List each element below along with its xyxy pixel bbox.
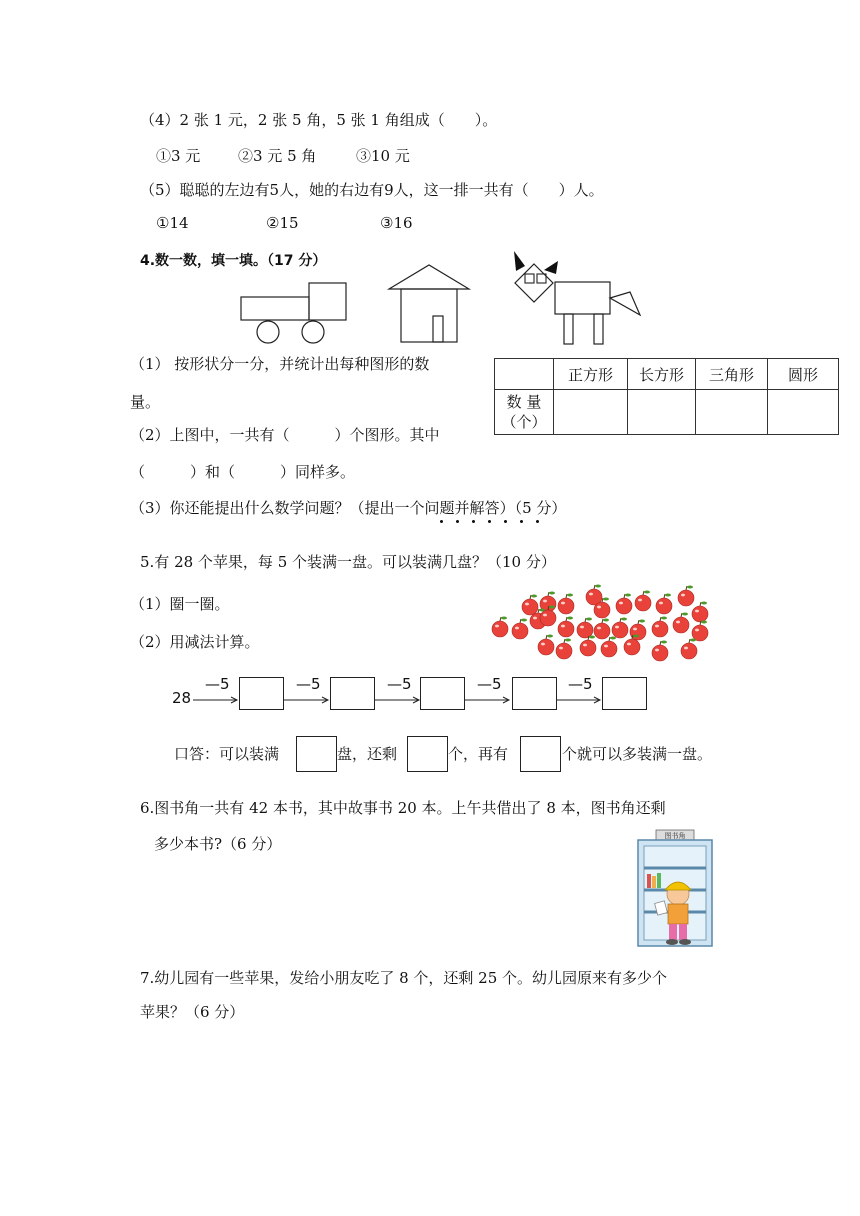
chain-start-number: 28: [172, 689, 192, 707]
apple-icon: [512, 619, 528, 640]
header-rectangle: 长方形: [628, 359, 696, 390]
apple-icon: [656, 594, 672, 615]
q5-option-a[interactable]: ①14: [156, 214, 189, 232]
oral-answer-part4: 个就可以多装满一盘。: [562, 745, 713, 763]
oral-answer-box-remaining[interactable]: [407, 736, 448, 772]
question-5-title: 5.有 28 个苹果，每 5 个装满一盘。可以装满几盘？（10 分）: [140, 553, 556, 571]
oral-answer-box-needed[interactable]: [520, 736, 561, 772]
apple-icon: [692, 621, 708, 642]
apple-icon: [594, 619, 610, 640]
q5-option-c[interactable]: ③16: [380, 214, 413, 232]
q5-part2: （2）用减法计算。: [130, 633, 260, 651]
q5-option-b[interactable]: ②15: [266, 214, 299, 232]
question-7-line2: 苹果？（6 分）: [140, 1003, 245, 1021]
arrow-2: [284, 696, 330, 704]
shape-count-table: [494, 358, 839, 435]
animal-shape-figure: [512, 250, 642, 346]
header-square: 正方形: [554, 359, 628, 390]
answer-box-2[interactable]: [330, 677, 375, 710]
apple-icon: [580, 636, 596, 657]
oral-answer-box-plates[interactable]: [296, 736, 337, 772]
q4-multiple-choice-text: （4）2 张 1 元，2 张 5 角，5 张 1 角组成（ ）。: [140, 111, 498, 129]
q4-part2-line1: （2）上图中，一共有（ ）个图形。其中: [130, 426, 440, 444]
apple-icon: [556, 639, 572, 660]
q4-part3-emphasis: 一个问题并解答: [394, 499, 500, 517]
house-shape-figure: [386, 264, 472, 344]
q5-part1: （1）圈一圈。: [130, 595, 230, 613]
apple-icon: [577, 618, 593, 639]
row-label-quantity: [495, 390, 554, 435]
step-label-1: —5: [205, 675, 230, 693]
q4-part2-line2: （ ）和（ ）同样多。: [130, 463, 356, 481]
step-label-3: —5: [387, 675, 412, 693]
apple-icon: [586, 585, 602, 606]
row-label-line2: （个）: [501, 413, 547, 431]
q4-part1-line2: 量。: [130, 393, 161, 411]
oral-answer-part1: 口答：可以装满: [174, 745, 280, 763]
q4-part3: [130, 498, 566, 518]
truck-shape-figure: [238, 282, 350, 346]
apple-icon: [652, 641, 668, 662]
apple-icon: [692, 602, 708, 623]
question-6-line2: 多少本书?（6 分）: [154, 835, 282, 853]
apple-icon: [522, 595, 538, 616]
cell-triangle-count[interactable]: [696, 390, 768, 435]
apple-cluster-image: [490, 585, 720, 665]
question-4-title: 4.数一数，填一填。（17 分）: [140, 253, 327, 269]
q4-option-c[interactable]: ③10 元: [356, 147, 410, 165]
apple-icon: [538, 635, 554, 656]
answer-box-5[interactable]: [602, 677, 647, 710]
arrow-3: [375, 696, 421, 704]
table-corner-cell: [495, 359, 554, 390]
bookshelf-child-illustration: [634, 828, 714, 950]
oral-answer-part2: 盘，还剩: [337, 745, 398, 763]
q4-option-a[interactable]: ①3 元: [156, 147, 201, 165]
step-label-5: —5: [568, 675, 593, 693]
oral-answer-part3: 个，再有: [448, 745, 509, 763]
q5-multiple-choice-text: （5）聪聪的左边有5人，她的右边有9人，这一排一共有（ ）人。: [140, 181, 604, 199]
arrow-5: [556, 696, 602, 704]
q4-part3-after: ）（5 分）: [499, 499, 567, 517]
apple-icon: [635, 591, 651, 612]
answer-box-4[interactable]: [512, 677, 557, 710]
header-triangle: 三角形: [696, 359, 768, 390]
q4-part1-line1: （1） 按形状分一分，并统计出每种图形的数: [130, 355, 430, 373]
apple-icon: [558, 617, 574, 638]
question-6-line1: 6.图书角一共有 42 本书，其中故事书 20 本。上午共借出了 8 本，图书角还剩: [140, 799, 666, 817]
apple-icon: [616, 594, 632, 615]
answer-box-1[interactable]: [239, 677, 284, 710]
header-circle: 圆形: [768, 359, 839, 390]
apple-icon: [612, 618, 628, 639]
apple-icon: [681, 639, 697, 660]
apple-icon: [673, 613, 689, 634]
step-label-4: —5: [477, 675, 502, 693]
answer-box-3[interactable]: [420, 677, 465, 710]
arrow-4: [465, 696, 511, 704]
arrow-1: [193, 696, 239, 704]
cell-rectangle-count[interactable]: [628, 390, 696, 435]
apple-icon: [678, 586, 694, 607]
question-7-line1: 7.幼儿园有一些苹果，发给小朋友吃了 8 个，还剩 25 个。幼儿园原来有多少个: [140, 969, 668, 987]
apple-icon: [652, 617, 668, 638]
bookshelf-sign-text: 图书角: [664, 832, 686, 840]
cell-circle-count[interactable]: [768, 390, 839, 435]
cell-square-count[interactable]: [554, 390, 628, 435]
apple-icon: [492, 617, 508, 638]
step-label-2: —5: [296, 675, 321, 693]
apple-icon: [558, 594, 574, 615]
row-label-line1: 数 量: [506, 393, 542, 411]
apple-icon: [601, 637, 617, 658]
q4-part3-before: （3）你还能提出什么数学问题？（提出: [130, 499, 395, 517]
q4-option-b[interactable]: ②3 元 5 角: [238, 147, 317, 165]
